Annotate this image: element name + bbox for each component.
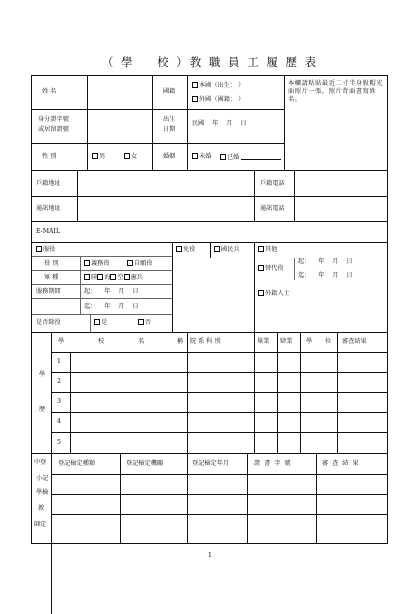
mail-phone-label: 通訊電話: [260, 205, 285, 212]
edu-row-number: 2: [57, 378, 61, 385]
reg-header-authority: 登記檢定機關: [126, 460, 164, 467]
female-option[interactable]: 女: [124, 153, 137, 161]
alt-from[interactable]: 起： 年 月 日: [298, 258, 353, 265]
gender-label: 性 別: [42, 153, 57, 160]
male-checkbox[interactable]: [92, 153, 98, 159]
edu-header-school-3: 名: [138, 338, 145, 345]
reg-side-label: 教: [38, 505, 45, 512]
edu-header-dept: 院 系 科 別: [190, 338, 221, 345]
national-guard-checkbox[interactable]: [214, 246, 220, 252]
married-underline: [241, 153, 281, 160]
edu-header-incomplete: 肄業: [280, 338, 293, 345]
exempt-option[interactable]: 免役: [176, 246, 195, 254]
branch-options[interactable]: 陸 海 空 憲兵: [84, 274, 143, 282]
foreigner-checkbox[interactable]: [258, 290, 264, 296]
edu-row-number: 5: [57, 439, 61, 446]
reg-side-label: 師定: [34, 521, 47, 528]
reg-side-label: 學檢: [36, 489, 49, 496]
edu-row-number: 3: [57, 398, 61, 405]
mp-checkbox[interactable]: [124, 274, 130, 280]
male-option[interactable]: 男: [92, 153, 105, 161]
reg-header-review: 審 查 結 果: [322, 460, 359, 467]
reg-header-cert: 證 書 字 號: [254, 460, 291, 467]
discharged-no-checkbox[interactable]: [138, 319, 144, 325]
nationality-label: 國籍: [163, 88, 176, 95]
reg-side-label: 中登: [34, 459, 47, 466]
id-label-line1: 身分證字號: [38, 116, 69, 123]
mail-address-label: 通訊地址: [36, 205, 61, 212]
married-option[interactable]: 已婚: [220, 153, 281, 162]
army-checkbox[interactable]: [84, 274, 90, 280]
edu-header-graduate: 畢業: [257, 338, 270, 345]
education-side-label-1: 學: [39, 371, 46, 378]
education-side-label-2: 歷: [39, 406, 46, 413]
birth-value[interactable]: 民國 年 月 日: [192, 120, 247, 127]
volunteer-option[interactable]: 自願役: [127, 260, 153, 268]
unmarried-option[interactable]: 未婚: [192, 153, 211, 161]
foreign-option[interactable]: 外國（國籍： ）: [192, 96, 244, 104]
edu-row-number: 1: [57, 358, 61, 365]
form-frame: [31, 75, 388, 544]
form-title: （ 學 校 ）教 職 員 工 履 歷 表: [101, 55, 319, 69]
edu-header-review: 審查結果: [342, 338, 367, 345]
alt-service-option[interactable]: 替代役: [258, 265, 284, 273]
reg-header-type: 登記檢定種類: [58, 460, 96, 467]
edu-header-degree-1: 學: [306, 338, 313, 345]
edu-header-degree-2: 位: [325, 338, 332, 345]
other-checkbox[interactable]: [258, 246, 264, 252]
foreigner-option[interactable]: 外籍人士: [258, 290, 290, 298]
period-to[interactable]: 迄： 年 月 日: [84, 303, 139, 310]
email-label: E-MAIL: [36, 228, 61, 235]
reg-side-label: 小記: [36, 475, 49, 482]
foreign-checkbox[interactable]: [192, 96, 198, 102]
marriage-label: 婚姻: [163, 153, 176, 160]
edu-header-school-2: 校: [98, 338, 105, 345]
native-option[interactable]: 本國（出生： ）: [192, 82, 244, 90]
alt-service-checkbox[interactable]: [258, 265, 264, 271]
birth-label-line1: 出生: [163, 116, 176, 123]
alt-to[interactable]: 迄： 年 月 日: [298, 272, 353, 279]
household-phone-label: 戶籍電話: [260, 180, 285, 187]
discharged-no-option[interactable]: 否: [138, 319, 151, 327]
branch-label: 軍 種: [44, 274, 59, 281]
exempt-checkbox[interactable]: [176, 246, 182, 252]
air-checkbox[interactable]: [110, 274, 116, 280]
name-label: 姓 名: [42, 88, 57, 95]
edu-header-school-4: 稱: [177, 338, 184, 345]
married-checkbox[interactable]: [220, 154, 226, 160]
period-label: 服務期間: [36, 288, 61, 295]
reg-header-date: 登記檢定年月: [192, 460, 230, 467]
household-address-label: 戶籍地址: [36, 180, 61, 187]
navy-checkbox[interactable]: [97, 274, 103, 280]
discharged-yes-option[interactable]: 是: [94, 319, 107, 327]
other-option[interactable]: 其他: [258, 246, 277, 254]
volunteer-checkbox[interactable]: [127, 260, 133, 266]
discharged-yes-checkbox[interactable]: [94, 319, 100, 325]
period-from[interactable]: 起： 年 月 日: [84, 288, 139, 295]
page-number: 1: [207, 551, 213, 559]
unmarried-checkbox[interactable]: [192, 153, 198, 159]
national-guard-option[interactable]: 國民兵: [214, 246, 240, 254]
served-option[interactable]: 服役: [36, 246, 55, 254]
service-type-label: 役 別: [44, 260, 59, 267]
served-checkbox[interactable]: [36, 246, 42, 252]
id-label-line2: 或居留證號: [38, 126, 69, 133]
discharged-label: 是否除役: [36, 319, 61, 326]
obligatory-option[interactable]: 義務役: [84, 260, 110, 268]
birth-label-line2: 日期: [163, 126, 176, 133]
edu-row-number: 4: [57, 418, 61, 425]
photo-note: 本欄請粘貼最近二寸半身脫帽光面照片一張，照片背面書寫姓名。: [288, 80, 384, 103]
obligatory-checkbox[interactable]: [84, 260, 90, 266]
female-checkbox[interactable]: [124, 153, 130, 159]
native-checkbox[interactable]: [192, 82, 198, 88]
edu-header-school-1: 學: [58, 338, 65, 345]
